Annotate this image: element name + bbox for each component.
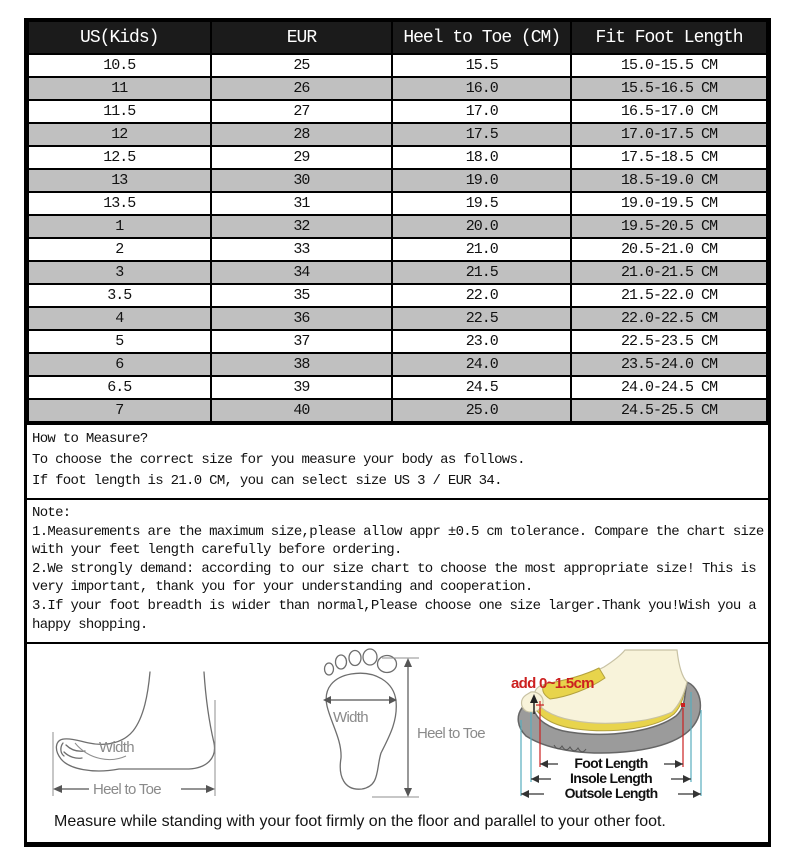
table-cell: 40 <box>211 399 393 422</box>
how-to-measure-line1: To choose the correct size for you measure your body as follows. <box>32 452 525 468</box>
arrowhead <box>404 658 412 667</box>
table-cell: 22.5 <box>392 307 571 330</box>
table-cell: 12.5 <box>28 146 211 169</box>
table-cell: 22.5-23.5 CM <box>571 330 767 353</box>
table-cell: 30 <box>211 169 393 192</box>
table-cell: 7 <box>28 399 211 422</box>
table-row <box>28 238 767 261</box>
note-items <box>32 523 764 635</box>
how-to-measure-line2: If foot length is 21.0 CM, you can select size US 3 / EUR 34. <box>32 473 502 489</box>
note-title: Note: <box>32 505 71 521</box>
table-row <box>28 146 767 169</box>
table-cell: 19.5 <box>392 192 571 215</box>
table-cell: 22.0 <box>392 284 571 307</box>
toe <box>363 649 377 665</box>
arrowhead <box>540 760 548 768</box>
table-cell: 29 <box>211 146 393 169</box>
table-cell: 24.5 <box>392 376 571 399</box>
measure-caption: Measure while standing with your foot firmly on the floor and parallel to your other foot. <box>54 813 666 831</box>
table-cell: 19.0-19.5 CM <box>571 192 767 215</box>
table-cell: 31 <box>211 192 393 215</box>
table-row <box>28 123 767 146</box>
arrowhead <box>675 760 683 768</box>
table-cell: 24.0-24.5 CM <box>571 376 767 399</box>
arrowhead <box>693 790 701 798</box>
toe <box>325 663 334 675</box>
table-row <box>28 100 767 123</box>
table-cell: 32 <box>211 215 393 238</box>
size-chart-sheet <box>24 18 771 847</box>
toe <box>336 655 347 669</box>
arrowhead <box>521 790 529 798</box>
column-header: US(Kids) <box>28 21 211 54</box>
table-cell: 12 <box>28 123 211 146</box>
table-cell: 3.5 <box>28 284 211 307</box>
table-cell: 1 <box>28 215 211 238</box>
table-cell: 27 <box>211 100 393 123</box>
table-cell: 37 <box>211 330 393 353</box>
table-row <box>28 169 767 192</box>
table-cell: 19.5-20.5 CM <box>571 215 767 238</box>
table-cell: 11.5 <box>28 100 211 123</box>
column-header: EUR <box>211 21 393 54</box>
table-cell: 39 <box>211 376 393 399</box>
table-cell: 3 <box>28 261 211 284</box>
heel-mark <box>681 703 685 707</box>
how-to-measure-section <box>27 423 768 498</box>
table-cell: 5 <box>28 330 211 353</box>
table-cell: 16.5-17.0 CM <box>571 100 767 123</box>
table-cell: 21.0-21.5 CM <box>571 261 767 284</box>
table-cell: 18.0 <box>392 146 571 169</box>
table-cell: 4 <box>28 307 211 330</box>
insole-length-label: Insole Length <box>570 770 652 787</box>
table-cell: 17.0 <box>392 100 571 123</box>
top-view-foot-figure <box>323 649 485 797</box>
table-cell: 21.0 <box>392 238 571 261</box>
table-cell: 38 <box>211 353 393 376</box>
table-row <box>28 261 767 284</box>
table-row <box>28 353 767 376</box>
table-cell: 33 <box>211 238 393 261</box>
table-cell: 17.5-18.5 CM <box>571 146 767 169</box>
table-row <box>28 307 767 330</box>
table-cell: 15.5-16.5 CM <box>571 77 767 100</box>
table-cell: 25.0 <box>392 399 571 422</box>
table-cell: 36 <box>211 307 393 330</box>
top-width-label: Width <box>333 709 368 727</box>
table-cell: 25 <box>211 54 393 77</box>
table-cell: 17.5 <box>392 123 571 146</box>
table-cell: 24.0 <box>392 353 571 376</box>
table-cell: 20.5-21.0 CM <box>571 238 767 261</box>
table-cell: 21.5 <box>392 261 571 284</box>
table-cell: 15.0-15.5 CM <box>571 54 767 77</box>
table-cell: 6 <box>28 353 211 376</box>
table-row <box>28 284 767 307</box>
toe-crease <box>64 752 82 758</box>
measurement-diagram-section <box>27 642 768 842</box>
how-to-measure-title: How to Measure? <box>32 431 148 447</box>
table-row <box>28 376 767 399</box>
table-cell: 17.0-17.5 CM <box>571 123 767 146</box>
table-cell: 16.0 <box>392 77 571 100</box>
table-row <box>28 192 767 215</box>
table-cell: 28 <box>211 123 393 146</box>
table-row <box>28 77 767 100</box>
measurement-diagram <box>27 648 762 808</box>
table-row <box>28 54 767 77</box>
table-cell: 18.5-19.0 CM <box>571 169 767 192</box>
side-view-foot-figure <box>53 672 215 798</box>
table-cell: 20.0 <box>392 215 571 238</box>
column-header: Fit Foot Length <box>571 21 767 54</box>
note-item: 2.We strongly demand: according to our size chart to choose the most appropriate size! This is very important, thank you for your understanding and cooperation. <box>32 560 756 596</box>
size-table <box>27 20 768 423</box>
add-allowance-label: add 0~1.5cm <box>511 675 594 693</box>
table-cell: 15.5 <box>392 54 571 77</box>
table-cell: 34 <box>211 261 393 284</box>
table-cell: 26 <box>211 77 393 100</box>
arrowhead <box>53 785 62 793</box>
table-cell: 11 <box>28 77 211 100</box>
arrowhead <box>206 785 215 793</box>
size-table-header-row <box>28 21 767 54</box>
footprint-outline <box>326 673 396 789</box>
arrowhead <box>404 788 412 797</box>
arrowhead <box>531 775 539 783</box>
table-cell: 22.0-22.5 CM <box>571 307 767 330</box>
table-cell: 23.5-24.0 CM <box>571 353 767 376</box>
table-cell: 10.5 <box>28 54 211 77</box>
shoe-cross-section-figure <box>511 650 701 801</box>
table-cell: 35 <box>211 284 393 307</box>
table-cell: 6.5 <box>28 376 211 399</box>
side-heel-to-toe-label: Heel to Toe <box>93 781 161 799</box>
table-row <box>28 399 767 422</box>
note-item: 1.Measurements are the maximum size,please allow appr ±0.5 cm tolerance. Compare the chart size with your feet length carefully before ordering. <box>32 523 764 559</box>
note-item: 3.If your foot breadth is wider than normal,Please choose one size larger.Thank you!Wish you a happy shopping. <box>32 597 756 633</box>
side-foot-outline <box>56 672 214 771</box>
column-header: Heel to Toe (CM) <box>392 21 571 54</box>
table-cell: 13 <box>28 169 211 192</box>
side-width-label: Width <box>99 739 134 757</box>
top-heel-to-toe-label: Heel to Toe <box>417 725 485 743</box>
table-cell: 19.0 <box>392 169 571 192</box>
table-row <box>28 330 767 353</box>
table-cell: 23.0 <box>392 330 571 353</box>
note-section <box>27 498 768 642</box>
table-cell: 21.5-22.0 CM <box>571 284 767 307</box>
table-row <box>28 215 767 238</box>
table-cell: 24.5-25.5 CM <box>571 399 767 422</box>
table-cell: 2 <box>28 238 211 261</box>
arrowhead <box>683 775 691 783</box>
toe-crease <box>61 743 64 756</box>
toe <box>349 651 361 666</box>
outsole-length-label: Outsole Length <box>564 785 658 802</box>
foot-length-label: Foot Length <box>574 755 648 772</box>
table-cell: 13.5 <box>28 192 211 215</box>
